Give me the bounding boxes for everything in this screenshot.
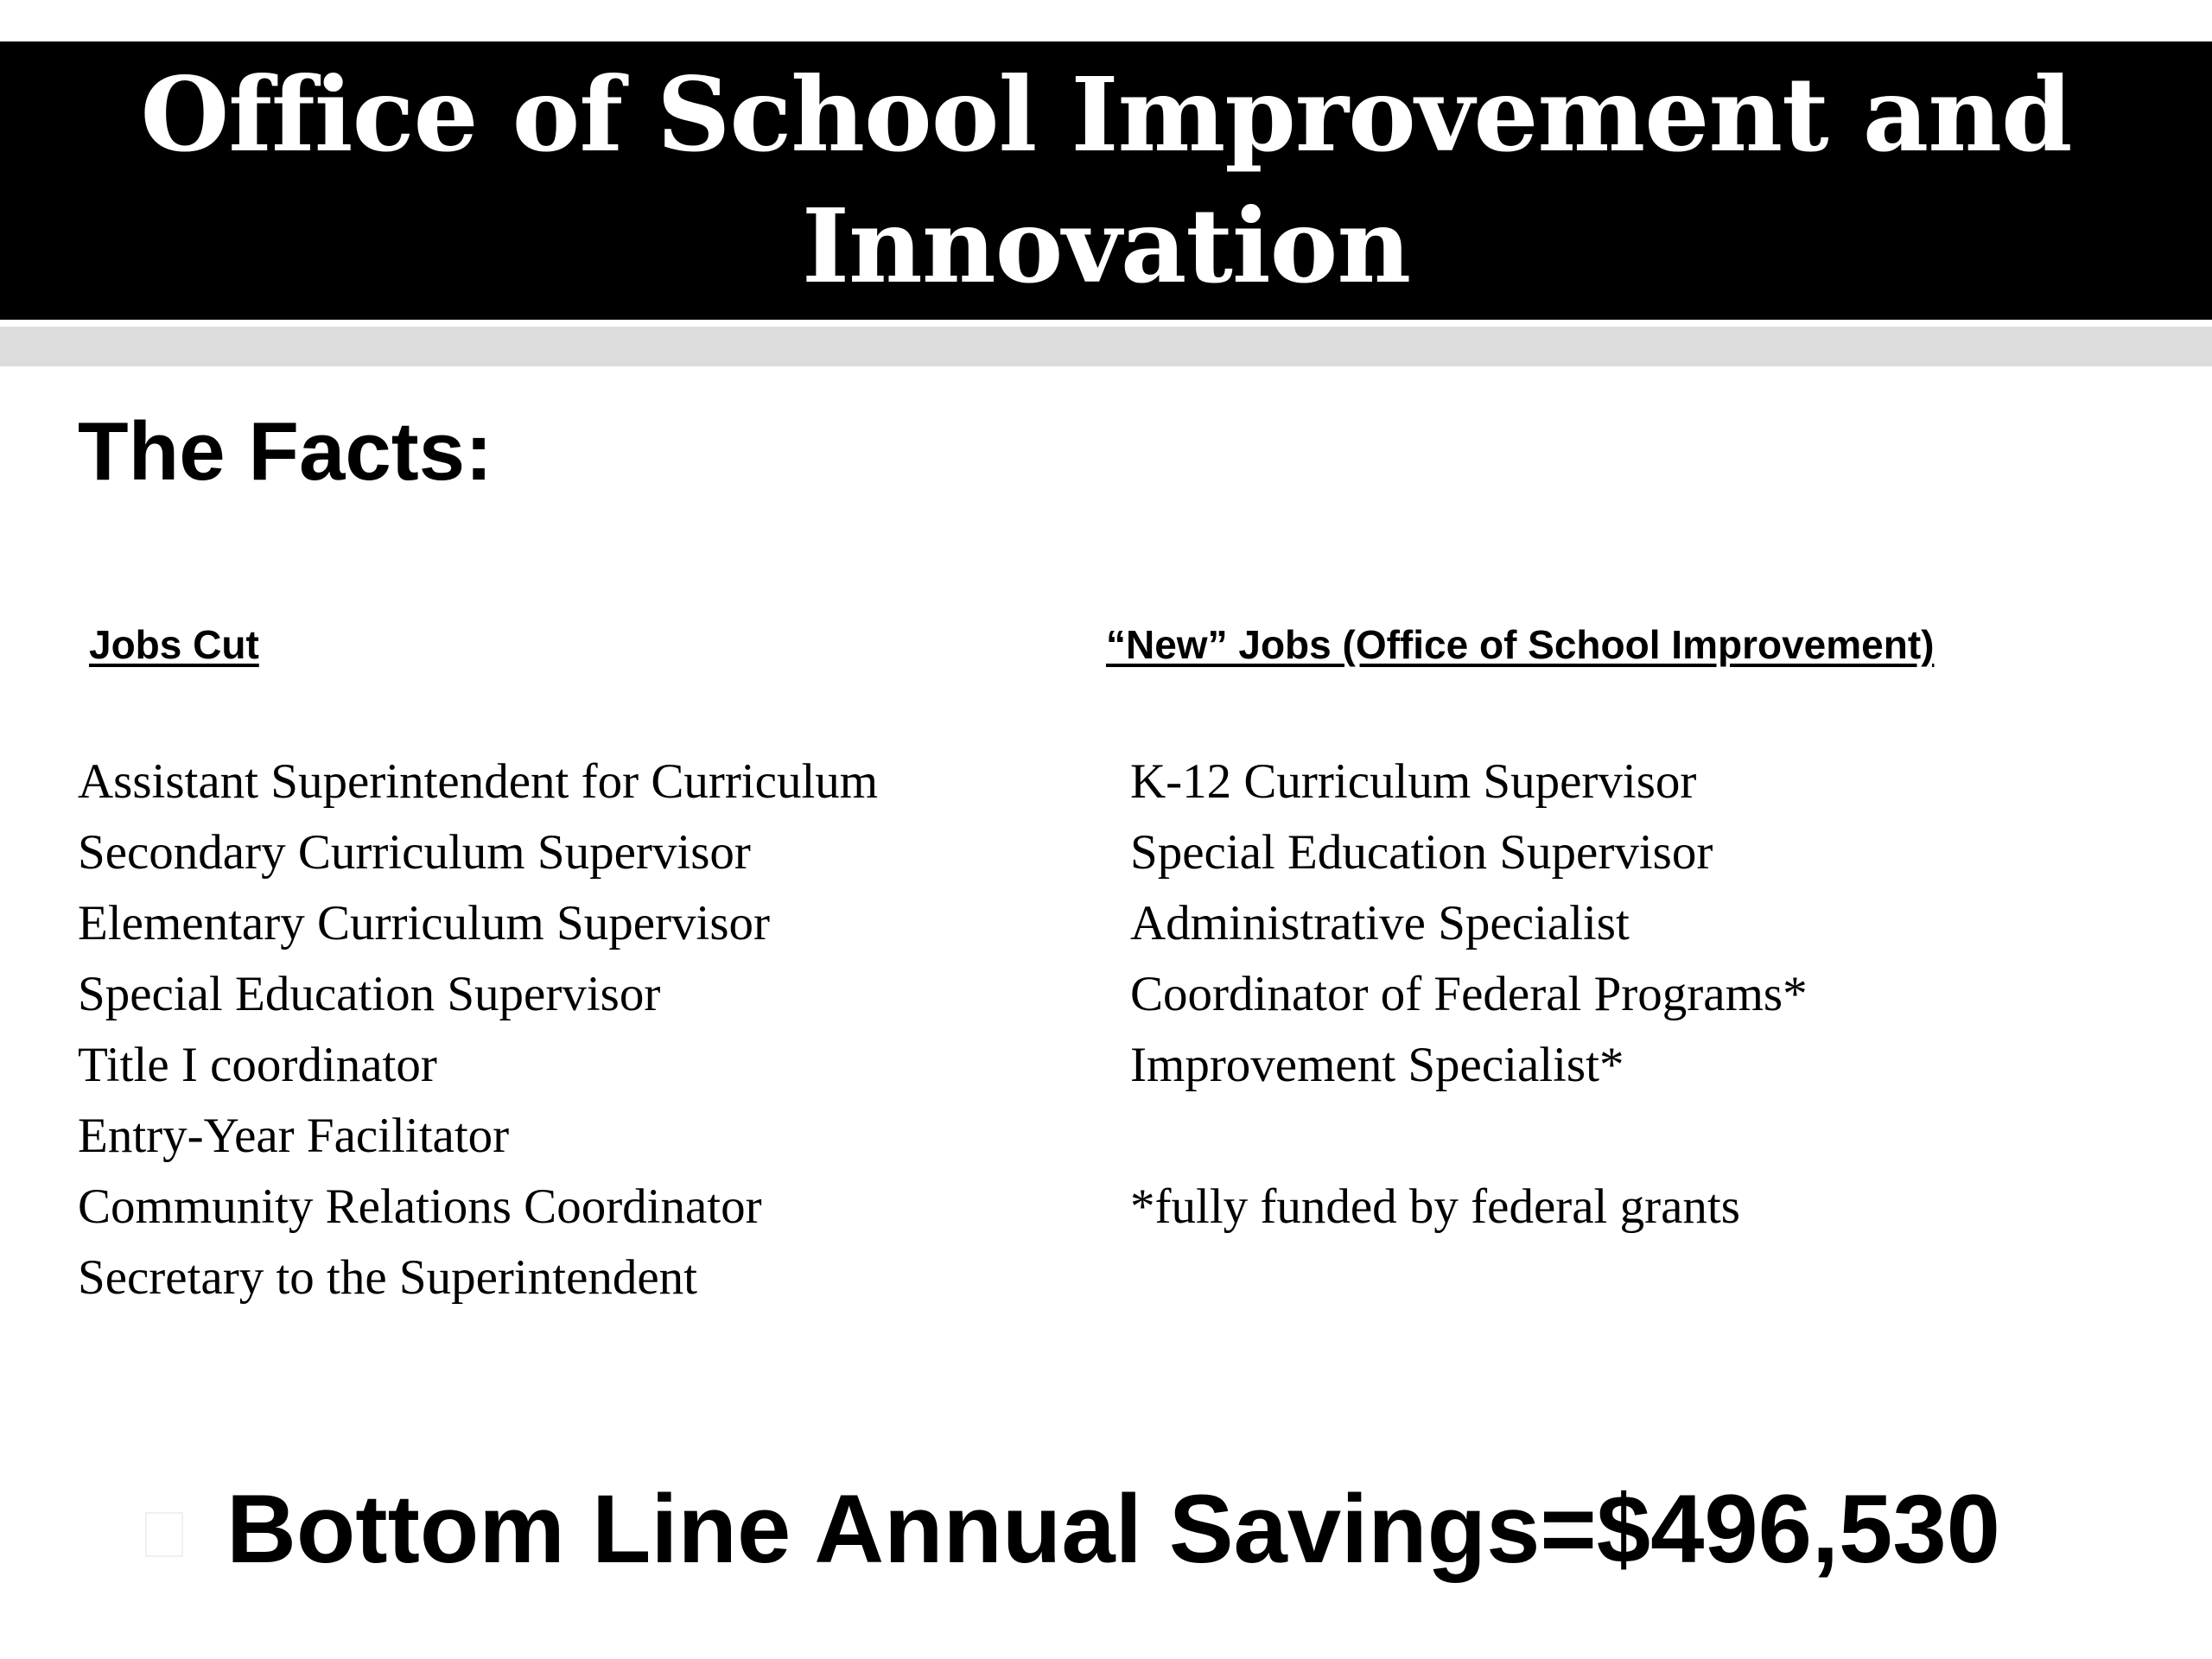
list-item: Title I coordinator (78, 1038, 437, 1092)
bullet-icon (145, 1512, 183, 1557)
list-item: K-12 Curriculum Supervisor (1130, 754, 1697, 809)
list-item: Secretary to the Superintendent (78, 1250, 698, 1305)
list-item: Special Education Supervisor (1130, 825, 1713, 880)
title-line-2: Innovation (801, 186, 1411, 306)
divider-band (0, 327, 2212, 366)
footnote: *fully funded by federal grants (1130, 1179, 1740, 1234)
list-item: Administrative Specialist (1130, 896, 1630, 950)
bottom-line-text: Bottom Line Annual Savings=$496,530 (226, 1475, 2000, 1583)
list-item: Coordinator of Federal Programs* (1130, 967, 1808, 1021)
jobs-cut-header: Jobs Cut (89, 622, 259, 667)
list-spacer (1130, 1101, 1808, 1172)
facts-heading: The Facts: (78, 405, 493, 498)
list-item: Community Relations Coordinator (78, 1179, 762, 1234)
list-item: Elementary Curriculum Supervisor (78, 896, 770, 950)
title-line-1: Office of School Improvement and (140, 54, 2072, 175)
list-item: Improvement Specialist* (1130, 1038, 1624, 1092)
jobs-cut-list (78, 747, 878, 1313)
list-item: Assistant Superintendent for Curriculum (78, 754, 879, 809)
new-jobs-header: “New” Jobs (Office of School Improvement) (1106, 622, 1935, 667)
list-item: Entry-Year Facilitator (78, 1109, 510, 1163)
new-jobs-list (1130, 747, 1808, 1243)
list-item: Secondary Curriculum Supervisor (78, 825, 751, 880)
list-item: Special Education Supervisor (78, 967, 661, 1021)
title-bar (0, 41, 2212, 320)
bottom-line (145, 1469, 2000, 1590)
